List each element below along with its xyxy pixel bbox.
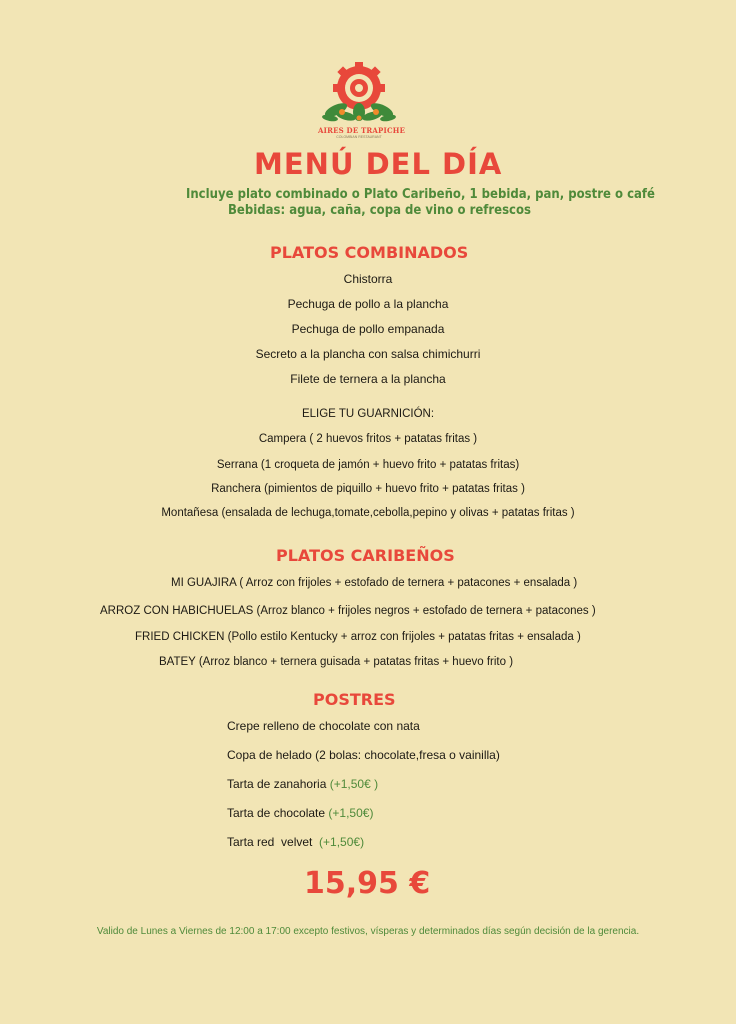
validity-note: Valido de Lunes a Viernes de 12:00 a 17:00 excepto festivos, vísperas y determinados días según decisión de la gerencia. [96, 926, 640, 937]
postres-heading: POSTRES [313, 690, 396, 709]
postre-surcharge: (+1,50€ ) [329, 777, 379, 791]
postre-name: Tarta de zanahoria [227, 777, 330, 791]
postre-item [227, 748, 500, 762]
platos-combinados-heading: PLATOS COMBINADOS [270, 243, 469, 262]
combinado-item: Secreto a la plancha con salsa chimichurri [255, 347, 481, 361]
includes-line-2: Bebidas: agua, caña, copa de vino o refrescos [228, 203, 531, 218]
postre-name: Tarta red velvet [227, 835, 320, 849]
logo-tagline: COLOMBIAN RESTAURANT [336, 135, 382, 139]
postre-item [227, 777, 378, 791]
combinado-item: Pechuga de pollo a la plancha [287, 297, 449, 311]
postre-name: Tarta de chocolate [227, 806, 329, 820]
includes-line-1: Incluye plato combinado o Plato Caribeño, 1 bebida, pan, postre o café [186, 187, 655, 202]
guarnicion-heading: ELIGE TU GUARNICIÓN: [301, 408, 435, 420]
postre-item [227, 806, 373, 820]
guarnicion-item: Ranchera (pimientos de piquillo + huevo frito + patatas fritas ) [211, 483, 525, 495]
postre-surcharge: (+1,50€) [319, 835, 365, 849]
combinado-item: Pechuga de pollo empanada [291, 322, 445, 336]
combinado-item: Chistorra [343, 272, 393, 286]
guarnicion-item: Montañesa (ensalada de lechuga,tomate,cebolla,pepino y olivas + patatas fritas ) [161, 507, 575, 519]
page-title: MENÚ DEL DÍA [254, 147, 503, 181]
postre-name: Copa de helado (2 bolas: chocolate,fresa o vainilla) [227, 748, 500, 762]
caribeno-item: FRIED CHICKEN (Pollo estilo Kentucky + arroz con frijoles + patatas fritas + ensalada ) [135, 631, 581, 643]
postre-surcharge: (+1,50€) [328, 806, 374, 820]
caribeno-item: ARROZ CON HABICHUELAS (Arroz blanco + frijoles negros + estofado de ternera + patacones ) [100, 605, 596, 617]
postre-item [227, 835, 364, 849]
caribeno-item: MI GUAJIRA ( Arroz con frijoles + estofado de ternera + patacones + ensalada ) [171, 577, 578, 589]
platos-caribenos-heading: PLATOS CARIBEÑOS [276, 546, 455, 565]
combinado-item: Filete de ternera a la plancha [290, 372, 446, 386]
menu-price: 15,95 € [304, 866, 431, 901]
guarnicion-item: Campera ( 2 huevos fritos + patatas fritas ) [258, 433, 478, 445]
postre-name: Crepe relleno de chocolate con nata [227, 719, 420, 733]
logo-name: AIRES DE TRAPICHE [318, 126, 406, 135]
guarnicion-item: Serrana (1 croqueta de jamón + huevo frito + patatas fritas) [216, 459, 520, 471]
postre-item [227, 719, 420, 733]
caribeno-item: BATEY (Arroz blanco + ternera guisada + patatas fritas + huevo frito ) [159, 656, 514, 668]
